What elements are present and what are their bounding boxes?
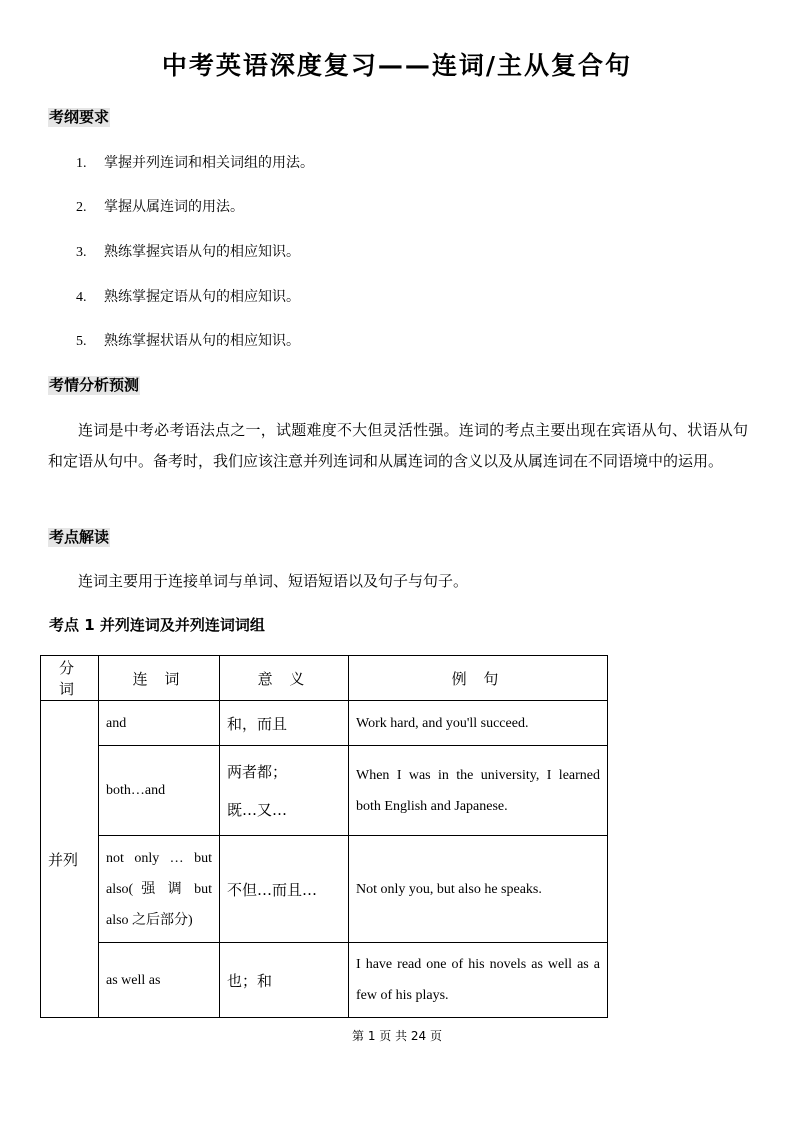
requirement-item xyxy=(76,198,244,217)
header-conjunction: 连 词 xyxy=(99,656,220,701)
meaning-cell: 也；和 xyxy=(220,943,349,1018)
section-heading-analysis: 考情分析预测 xyxy=(49,376,140,394)
conjunction-cell: both…and xyxy=(99,746,220,836)
requirement-text: 掌握从属连词的用法。 xyxy=(104,199,244,215)
header-meaning: 意 义 xyxy=(220,656,349,701)
requirement-number: 5. xyxy=(76,334,87,349)
requirement-number: 2. xyxy=(76,200,87,215)
interpretation-paragraph: 连词主要用于连接单词与单词、短语短语以及句子与句子。 xyxy=(78,572,469,590)
conjunction-cell: and xyxy=(99,701,220,746)
section-heading-requirements: 考纲要求 xyxy=(49,108,110,126)
section-heading-interpretation: 考点解读 xyxy=(49,528,110,546)
section-heading-point1: 考点 1 并列连词及并列连词词组 xyxy=(49,616,265,634)
meaning-cell: 不但…而且… xyxy=(220,836,349,943)
header-example: 例 句 xyxy=(349,656,608,701)
example-cell: Not only you, but also he speaks. xyxy=(349,836,608,943)
table-row xyxy=(41,701,608,746)
requirement-number: 4. xyxy=(76,290,87,305)
page-title: 中考英语深度复习——连词/主从复合句 xyxy=(161,51,633,80)
meaning-line: 既…又… xyxy=(227,800,288,819)
meaning-line: 两者都； xyxy=(227,762,288,781)
requirement-text: 掌握并列连词和相关词组的用法。 xyxy=(104,155,314,171)
conjunction-cell: as well as xyxy=(99,943,220,1018)
analysis-paragraph: 连词是中考必考语法点之一，试题难度不大但灵活性强。连词的考点主要出现在宾语从句、状语从句和定语从句中。备考时，我们应该注意并列连词和从属连词的含义以及从属连词在不同语境中的运用。 xyxy=(48,421,748,470)
requirement-text: 熟练掌握定语从句的相应知识。 xyxy=(104,289,300,305)
example-cell: Work hard, and you'll succeed. xyxy=(349,701,608,746)
requirement-item xyxy=(76,243,300,262)
table-row xyxy=(41,836,608,943)
group-label-cell: 并列 xyxy=(41,701,99,1018)
requirement-text: 熟练掌握宾语从句的相应知识。 xyxy=(104,244,300,260)
header-category: 分 词 xyxy=(41,656,99,701)
requirement-text: 熟练掌握状语从句的相应知识。 xyxy=(104,333,300,349)
example-cell: When I was in the university, I learned both English and Japanese. xyxy=(349,746,608,836)
requirement-item xyxy=(76,332,300,351)
table-row xyxy=(41,943,608,1018)
requirement-item xyxy=(76,154,314,173)
requirement-number: 3. xyxy=(76,245,87,260)
example-cell: I have read one of his novels as well as a few of his plays. xyxy=(349,943,608,1018)
table-row xyxy=(41,746,608,836)
table-header-row xyxy=(41,656,608,701)
conjunction-table xyxy=(40,655,608,1018)
requirement-number: 1. xyxy=(76,156,87,171)
page-footer: 第 1 页 共 24 页 xyxy=(352,1029,442,1043)
meaning-cell xyxy=(220,746,349,836)
conjunction-cell: not only … but also( 强 调 but also 之后部分) xyxy=(99,836,220,943)
requirement-item xyxy=(76,288,300,307)
meaning-cell: 和，而且 xyxy=(220,701,349,746)
